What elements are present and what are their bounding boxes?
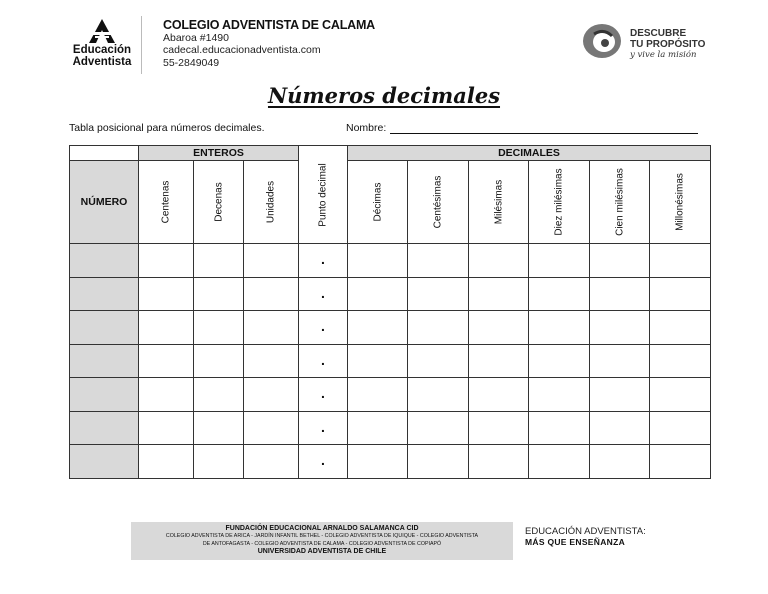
column-header: Cien milésimas <box>590 161 650 244</box>
digit-cell[interactable] <box>408 311 469 345</box>
table-row <box>70 244 711 278</box>
column-header: Decenas <box>194 161 244 244</box>
adventista-emblem-icon <box>87 18 117 44</box>
digit-cell[interactable] <box>244 311 299 345</box>
digit-cell[interactable] <box>590 311 650 345</box>
digit-cell[interactable] <box>590 344 650 378</box>
footer-schools-line2: DE ANTOFAGASTA - COLEGIO ADVENTISTA DE CALAMA - COLEGIO ADVENTISTA DE COPIAPÓ <box>202 541 442 547</box>
digit-cell[interactable] <box>529 445 590 479</box>
decimal-point-cell[interactable] <box>299 311 348 345</box>
digit-cell[interactable] <box>139 244 194 278</box>
decimal-point-cell[interactable] <box>299 411 348 445</box>
digit-cell[interactable] <box>348 344 408 378</box>
school-phone: 55-2849049 <box>163 56 220 69</box>
column-header: Diez milésimas <box>529 161 590 244</box>
digit-cell[interactable] <box>194 244 244 278</box>
digit-cell[interactable] <box>590 378 650 412</box>
footer-schools-line1: COLEGIO ADVENTISTA DE ARICA - JARDÍN INFANTIL BETHEL - COLEGIO ADVENTISTA DE IQUIQUE - COLEGIO ADVENTISTA <box>165 533 479 539</box>
digit-cell[interactable] <box>348 378 408 412</box>
school-address: Abaroa #1490 <box>163 31 229 44</box>
digit-cell[interactable] <box>244 244 299 278</box>
logo-text-mision: y vive la misión <box>630 50 697 60</box>
digit-cell[interactable] <box>529 378 590 412</box>
digit-cell[interactable] <box>244 445 299 479</box>
footer-slogan-line1: EDUCACIÓN ADVENTISTA: <box>525 526 646 537</box>
digit-cell[interactable] <box>650 411 711 445</box>
table-row <box>70 344 711 378</box>
school-email: cadecal.educacionadventista.com <box>163 44 321 56</box>
digit-cell[interactable] <box>650 445 711 479</box>
digit-cell[interactable] <box>194 311 244 345</box>
place-value-table <box>69 145 711 479</box>
digit-cell[interactable] <box>139 378 194 412</box>
digit-cell[interactable] <box>139 445 194 479</box>
decimal-point-cell[interactable] <box>299 378 348 412</box>
decimal-point: . <box>321 418 325 435</box>
logo-text-proposito: TU PROPÓSITO <box>630 39 706 50</box>
numero-cell[interactable] <box>70 445 139 479</box>
digit-cell[interactable] <box>408 378 469 412</box>
table-row <box>70 411 711 445</box>
decimal-point: . <box>321 284 325 301</box>
digit-cell[interactable] <box>194 344 244 378</box>
numero-cell[interactable] <box>70 277 139 311</box>
decimal-point-cell[interactable] <box>299 344 348 378</box>
digit-cell[interactable] <box>650 244 711 278</box>
digit-cell[interactable] <box>139 411 194 445</box>
digit-cell[interactable] <box>529 411 590 445</box>
table-row <box>70 277 711 311</box>
decimal-point-cell[interactable] <box>299 277 348 311</box>
digit-cell[interactable] <box>650 378 711 412</box>
column-header: Unidades <box>244 161 299 244</box>
table-row <box>70 445 711 479</box>
digit-cell[interactable] <box>244 378 299 412</box>
column-header: Millonésimas <box>650 161 711 244</box>
numero-cell[interactable] <box>70 311 139 345</box>
name-field-label: Nombre: <box>346 122 387 134</box>
column-header: Milésimas <box>469 161 529 244</box>
logo-text-adventista: Adventista <box>72 56 132 68</box>
digit-cell[interactable] <box>469 244 529 278</box>
digit-cell[interactable] <box>244 411 299 445</box>
header-divider <box>141 16 142 74</box>
digit-cell[interactable] <box>194 277 244 311</box>
table-row <box>70 311 711 345</box>
footer-slogan-line2: MÁS QUE ENSEÑANZA <box>525 537 626 547</box>
digit-cell[interactable] <box>469 378 529 412</box>
decimales-header: DECIMALES <box>348 146 711 161</box>
digit-cell[interactable] <box>590 277 650 311</box>
educacion-adventista-logo <box>62 18 142 76</box>
digit-cell[interactable] <box>139 277 194 311</box>
digit-cell[interactable] <box>408 445 469 479</box>
column-header: Décimas <box>348 161 408 244</box>
digit-cell[interactable] <box>469 411 529 445</box>
decimal-point: . <box>321 318 325 335</box>
digit-cell[interactable] <box>244 344 299 378</box>
footer-university: UNIVERSIDAD ADVENTISTA DE CHILE <box>257 548 387 555</box>
descubre-proposito-logo <box>578 20 708 64</box>
footer-foundation-box <box>131 522 513 560</box>
school-info <box>163 19 375 69</box>
digit-cell[interactable] <box>650 311 711 345</box>
footer-foundation-name: FUNDACIÓN EDUCACIONAL ARNALDO SALAMANCA CID <box>225 525 419 532</box>
numero-cell[interactable] <box>70 378 139 412</box>
digit-cell[interactable] <box>590 445 650 479</box>
numero-cell[interactable] <box>70 411 139 445</box>
enteros-header: ENTEROS <box>139 146 299 161</box>
digit-cell[interactable] <box>348 411 408 445</box>
digit-cell[interactable] <box>529 244 590 278</box>
digit-cell[interactable] <box>529 344 590 378</box>
decimal-point: . <box>321 452 325 469</box>
digit-cell[interactable] <box>469 277 529 311</box>
digit-cell[interactable] <box>139 311 194 345</box>
footer-slogan <box>525 526 646 547</box>
proposito-emblem-icon <box>580 22 624 60</box>
logo-text-descubre: DESCUBRE <box>630 28 687 39</box>
column-header: Centenas <box>139 161 194 244</box>
column-header: Centésimas <box>408 161 469 244</box>
digit-cell[interactable] <box>244 277 299 311</box>
decimal-point: . <box>321 351 325 368</box>
digit-cell[interactable] <box>348 277 408 311</box>
school-name: COLEGIO ADVENTISTA DE CALAMA <box>163 18 375 32</box>
decimal-point-cell[interactable] <box>299 244 348 278</box>
digit-cell[interactable] <box>650 344 711 378</box>
digit-cell[interactable] <box>650 277 711 311</box>
logo-text-educacion: Educación <box>72 44 132 56</box>
numero-cell[interactable] <box>70 344 139 378</box>
punto-decimal-label: Punto decimal <box>317 162 329 227</box>
numero-header: NÚMERO <box>70 161 139 244</box>
digit-cell[interactable] <box>348 244 408 278</box>
table-row <box>70 378 711 412</box>
digit-cell[interactable] <box>590 244 650 278</box>
digit-cell[interactable] <box>194 411 244 445</box>
decimal-point: . <box>321 385 325 402</box>
digit-cell[interactable] <box>408 344 469 378</box>
digit-cell[interactable] <box>469 311 529 345</box>
digit-cell[interactable] <box>408 244 469 278</box>
digit-cell[interactable] <box>348 445 408 479</box>
numero-cell[interactable] <box>70 244 139 278</box>
digit-cell[interactable] <box>194 445 244 479</box>
digit-cell[interactable] <box>590 411 650 445</box>
punto-decimal-header <box>299 146 348 244</box>
digit-cell[interactable] <box>529 311 590 345</box>
digit-cell[interactable] <box>408 411 469 445</box>
name-field-line[interactable] <box>390 133 698 134</box>
decimal-point-cell[interactable] <box>299 445 348 479</box>
digit-cell[interactable] <box>194 378 244 412</box>
digit-cell[interactable] <box>139 344 194 378</box>
digit-cell[interactable] <box>469 344 529 378</box>
digit-cell[interactable] <box>408 277 469 311</box>
decimal-point: . <box>321 251 325 268</box>
digit-cell[interactable] <box>469 445 529 479</box>
corner-cell <box>70 146 139 161</box>
digit-cell[interactable] <box>529 277 590 311</box>
page-title: Números decimales <box>267 83 501 108</box>
digit-cell[interactable] <box>348 311 408 345</box>
table-description: Tabla posicional para números decimales. <box>69 122 265 134</box>
